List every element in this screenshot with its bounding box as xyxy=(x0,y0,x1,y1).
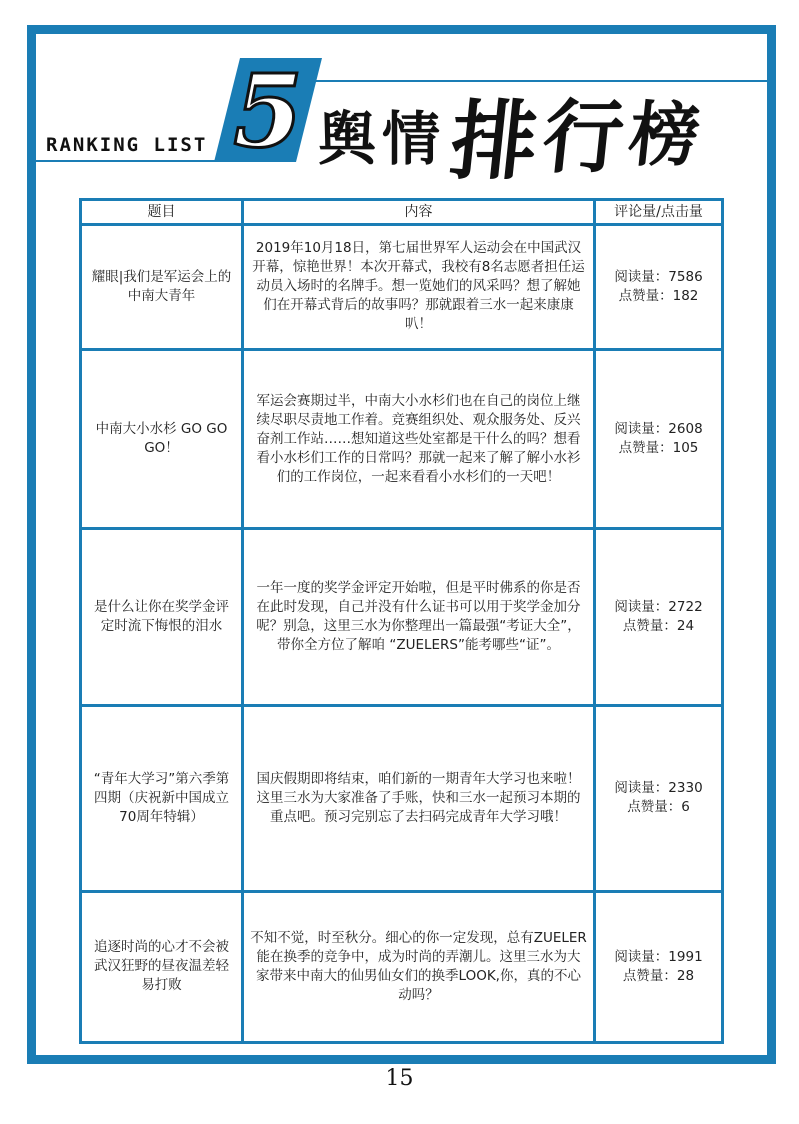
row-content: 一年一度的奖学金评定开始啦，但是平时佛系的你是否在此时发现，自己并没有什么证书可以用于奖学金加分呢？别急，这里三水为你整理出一篇最强“考证大全”，带你全方位了解咱 “ZUELERS”能考哪些“证”。 xyxy=(243,529,595,705)
table-row xyxy=(81,225,723,350)
column-header-title: 题目 xyxy=(81,200,243,225)
row-title: 追逐时尚的心才不会被武汉狂野的昼夜温差轻易打败 xyxy=(81,891,243,1042)
number-badge xyxy=(210,56,322,164)
column-header-stats: 评论量/点击量 xyxy=(595,200,723,225)
title-char-2: 情 xyxy=(382,105,441,173)
title-char-4: 行 xyxy=(538,90,629,184)
read-count: 阅读量：2330 xyxy=(614,780,703,797)
row-stats xyxy=(595,891,723,1042)
row-stats xyxy=(595,225,723,350)
table-header-row xyxy=(81,200,723,225)
title-char-3: 排 xyxy=(445,91,543,192)
title-char-1: 舆 xyxy=(318,105,377,173)
row-stats xyxy=(595,529,723,705)
row-title: 是什么让你在奖学金评定时流下悔恨的泪水 xyxy=(81,529,243,705)
like-count: 点赞量：6 xyxy=(627,799,690,816)
table-row xyxy=(81,529,723,705)
like-count: 点赞量：105 xyxy=(618,440,699,457)
table-row xyxy=(81,891,723,1042)
like-count: 点赞量：182 xyxy=(618,287,699,304)
ranking-table xyxy=(79,198,724,1044)
read-count: 阅读量：7586 xyxy=(614,268,703,285)
row-stats xyxy=(595,349,723,528)
row-content: 2019年10月18日，第七届世界军人运动会在中国武汉开幕，惊艳世界！本次开幕式，我校有8名志愿者担任运动员入场时的名牌手。想一览她们的风采吗？想了解她们在开幕式背后的故事吗？那就跟着三水一起来康康叭！ xyxy=(243,225,595,350)
row-stats xyxy=(595,705,723,891)
row-content: 国庆假期即将结束，咱们新的一期青年大学习也来啦！这里三水为大家准备了手账，快和三水一起预习本期的重点吧。预习完别忘了去扫码完成青年大学习哦！ xyxy=(243,705,595,891)
column-header-content: 内容 xyxy=(243,200,595,225)
row-title: 中南大小水杉 GO GO GO！ xyxy=(81,349,243,528)
number-badge-text: 5 xyxy=(233,56,303,164)
title-char-5: 榜 xyxy=(625,93,704,176)
read-count: 阅读量：1991 xyxy=(614,948,703,965)
read-count: 阅读量：2722 xyxy=(614,598,703,615)
table-row xyxy=(81,705,723,891)
row-content: 不知不觉，时至秋分。细心的你一定发现，总有ZUELER能在换季的竞争中，成为时尚的弄潮儿。这里三水为大家带来中南大的仙男仙女们的换季LOOK,你，真的不心动吗？ xyxy=(243,891,595,1042)
row-title: 耀眼|我们是军运会上的中南大青年 xyxy=(81,225,243,350)
ranking-list-label: RANKING LIST xyxy=(46,134,208,156)
row-content: 军运会赛期过半，中南大小水杉们也在自己的岗位上继续尽职尽责地工作着。竞赛组织处、观众服务处、反兴奋剂工作站……想知道这些处室都是干什么的吗？想看看小水杉们工作的日常吗？那就一起来了解了解小水衫们的工作岗位，一起来看看小水杉们的一天吧！ xyxy=(243,349,595,528)
like-count: 点赞量：24 xyxy=(622,617,695,634)
page-title xyxy=(318,80,704,192)
row-title: “青年大学习”第六季第四期（庆祝新中国成立70周年特辑） xyxy=(81,705,243,891)
like-count: 点赞量：28 xyxy=(622,967,695,984)
table-row xyxy=(81,349,723,528)
page-number: 15 xyxy=(385,1066,414,1091)
read-count: 阅读量：2608 xyxy=(614,421,703,438)
